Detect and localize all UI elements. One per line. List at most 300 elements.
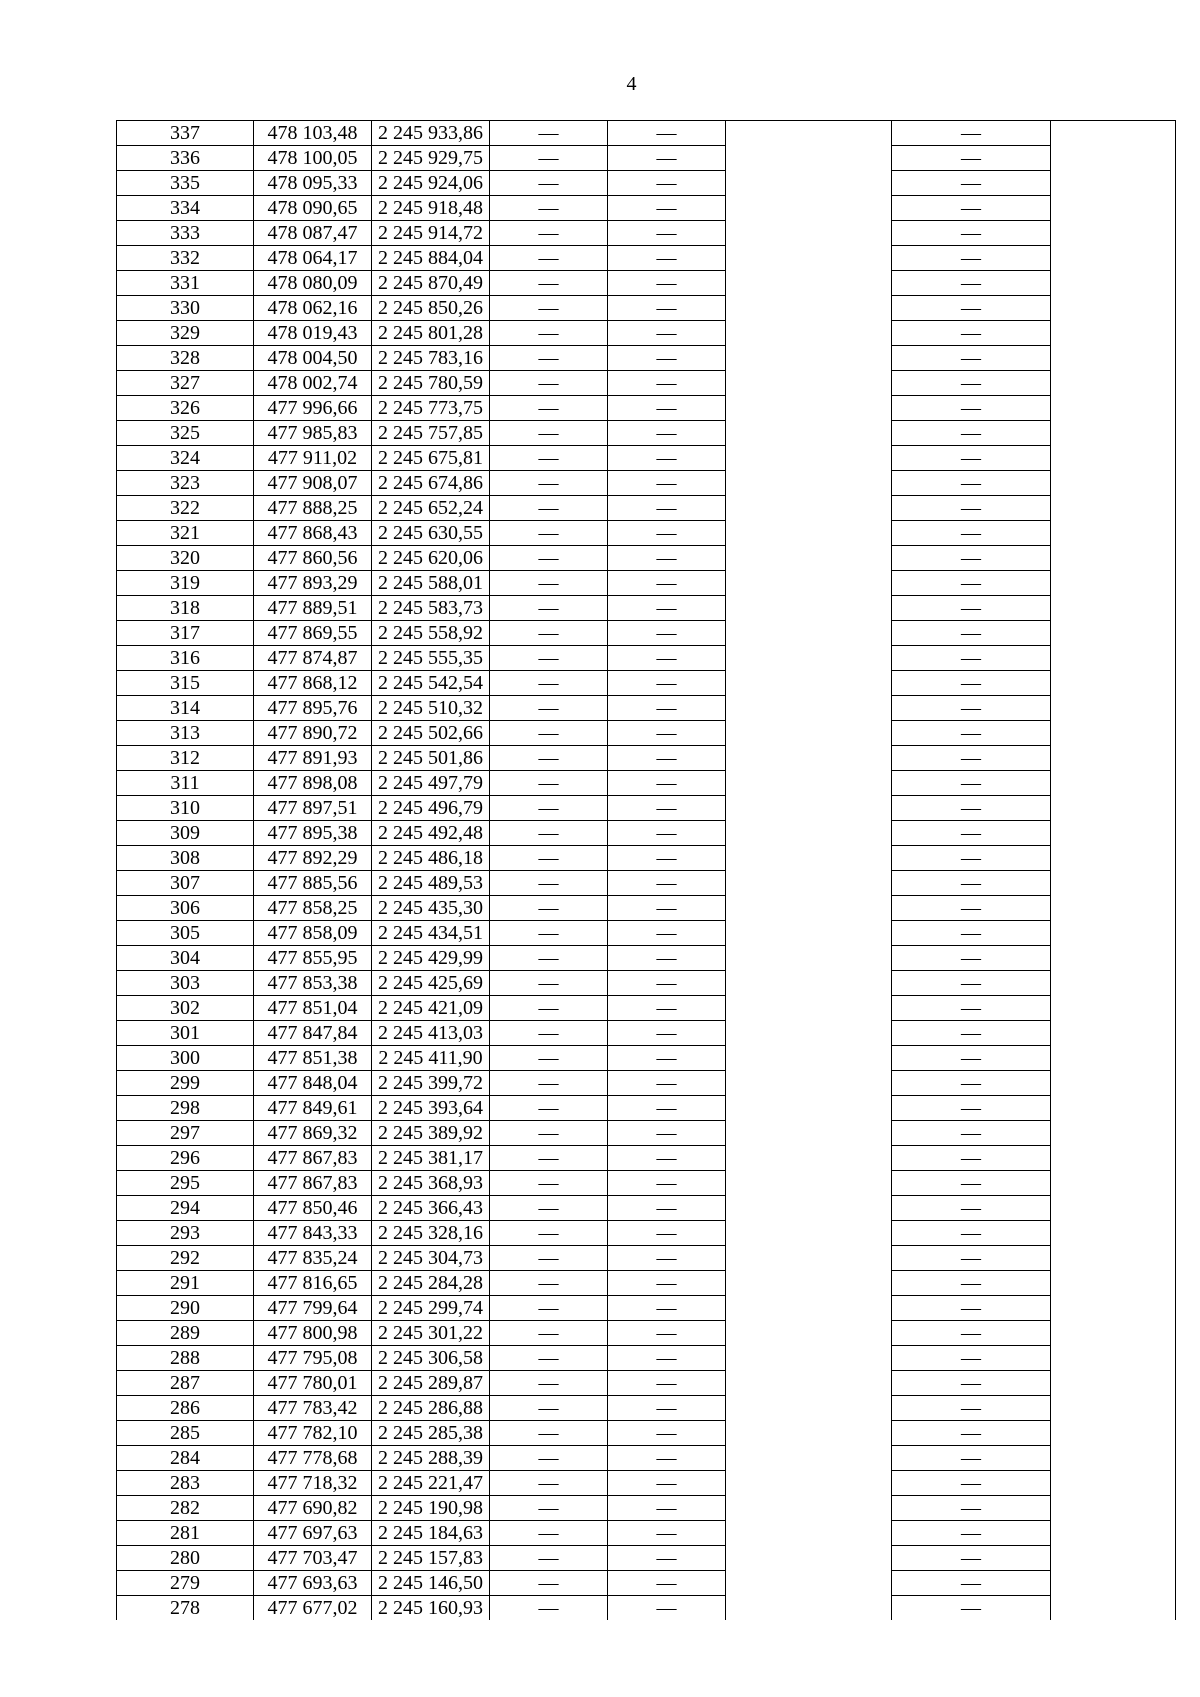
point-number-cell: 305 [117, 921, 254, 946]
dash-cell: — [490, 421, 608, 446]
dash-cell: — [490, 1496, 608, 1521]
empty-cell [1051, 196, 1176, 221]
x-coordinate-cell: 478 087,47 [254, 221, 372, 246]
empty-cell [1051, 896, 1176, 921]
y-coordinate-cell: 2 245 389,92 [372, 1121, 490, 1146]
dash-cell: — [892, 596, 1051, 621]
dash-cell: — [490, 821, 608, 846]
dash-cell: — [892, 696, 1051, 721]
empty-cell [1051, 921, 1176, 946]
empty-cell [726, 1171, 892, 1196]
empty-cell [726, 1146, 892, 1171]
dash-cell: — [608, 1371, 726, 1396]
dash-cell: — [490, 496, 608, 521]
dash-cell: — [892, 171, 1051, 196]
dash-cell: — [892, 871, 1051, 896]
point-number-cell: 303 [117, 971, 254, 996]
table-row [117, 1246, 1176, 1271]
table-row [117, 1521, 1176, 1546]
dash-cell: — [608, 321, 726, 346]
x-coordinate-cell: 477 851,38 [254, 1046, 372, 1071]
empty-cell [1051, 446, 1176, 471]
y-coordinate-cell: 2 245 783,16 [372, 346, 490, 371]
y-coordinate-cell: 2 245 368,93 [372, 1171, 490, 1196]
empty-cell [1051, 121, 1176, 146]
point-number-cell: 323 [117, 471, 254, 496]
y-coordinate-cell: 2 245 429,99 [372, 946, 490, 971]
table-row [117, 1096, 1176, 1121]
dash-cell: — [490, 921, 608, 946]
y-coordinate-cell: 2 245 413,03 [372, 1021, 490, 1046]
dash-cell: — [892, 971, 1051, 996]
empty-cell [726, 396, 892, 421]
y-coordinate-cell: 2 245 914,72 [372, 221, 490, 246]
dash-cell: — [892, 321, 1051, 346]
dash-cell: — [608, 1571, 726, 1596]
dash-cell: — [608, 621, 726, 646]
point-number-cell: 316 [117, 646, 254, 671]
dash-cell: — [892, 246, 1051, 271]
dash-cell: — [608, 446, 726, 471]
point-number-cell: 326 [117, 396, 254, 421]
dash-cell: — [608, 721, 726, 746]
empty-cell [1051, 346, 1176, 371]
empty-cell [726, 1196, 892, 1221]
y-coordinate-cell: 2 245 286,88 [372, 1396, 490, 1421]
table-row [117, 796, 1176, 821]
y-coordinate-cell: 2 245 510,32 [372, 696, 490, 721]
dash-cell: — [892, 271, 1051, 296]
y-coordinate-cell: 2 245 497,79 [372, 771, 490, 796]
empty-cell [726, 796, 892, 821]
point-number-cell: 319 [117, 571, 254, 596]
empty-cell [726, 1346, 892, 1371]
dash-cell: — [892, 1371, 1051, 1396]
x-coordinate-cell: 478 019,43 [254, 321, 372, 346]
x-coordinate-cell: 478 062,16 [254, 296, 372, 321]
y-coordinate-cell: 2 245 306,58 [372, 1346, 490, 1371]
point-number-cell: 286 [117, 1396, 254, 1421]
table-row [117, 571, 1176, 596]
dash-cell: — [608, 746, 726, 771]
dash-cell: — [892, 821, 1051, 846]
x-coordinate-cell: 477 690,82 [254, 1496, 372, 1521]
empty-cell [726, 1421, 892, 1446]
point-number-cell: 307 [117, 871, 254, 896]
dash-cell: — [608, 1396, 726, 1421]
y-coordinate-cell: 2 245 434,51 [372, 921, 490, 946]
y-coordinate-cell: 2 245 289,87 [372, 1371, 490, 1396]
dash-cell: — [892, 896, 1051, 921]
table-row [117, 1371, 1176, 1396]
dash-cell: — [608, 1446, 726, 1471]
dash-cell: — [490, 1471, 608, 1496]
x-coordinate-cell: 477 892,29 [254, 846, 372, 871]
table-row [117, 821, 1176, 846]
y-coordinate-cell: 2 245 583,73 [372, 596, 490, 621]
point-number-cell: 336 [117, 146, 254, 171]
point-number-cell: 282 [117, 1496, 254, 1521]
y-coordinate-cell: 2 245 301,22 [372, 1321, 490, 1346]
x-coordinate-cell: 477 782,10 [254, 1421, 372, 1446]
dash-cell: — [608, 271, 726, 296]
dash-cell: — [608, 546, 726, 571]
empty-cell [1051, 996, 1176, 1021]
y-coordinate-cell: 2 245 190,98 [372, 1496, 490, 1521]
empty-cell [1051, 1046, 1176, 1071]
empty-cell [1051, 1271, 1176, 1296]
empty-cell [1051, 721, 1176, 746]
x-coordinate-cell: 478 103,48 [254, 121, 372, 146]
page-number: 4 [626, 73, 637, 95]
dash-cell: — [892, 146, 1051, 171]
dash-cell: — [490, 646, 608, 671]
x-coordinate-cell: 477 847,84 [254, 1021, 372, 1046]
empty-cell [726, 1396, 892, 1421]
empty-cell [1051, 1546, 1176, 1571]
x-coordinate-cell: 478 004,50 [254, 346, 372, 371]
x-coordinate-cell: 477 780,01 [254, 1371, 372, 1396]
empty-cell [1051, 1571, 1176, 1596]
empty-cell [1051, 1296, 1176, 1321]
table-row [117, 646, 1176, 671]
dash-cell: — [892, 1471, 1051, 1496]
point-number-cell: 321 [117, 521, 254, 546]
dash-cell: — [892, 446, 1051, 471]
y-coordinate-cell: 2 245 675,81 [372, 446, 490, 471]
dash-cell: — [608, 971, 726, 996]
dash-cell: — [892, 1046, 1051, 1071]
dash-cell: — [892, 546, 1051, 571]
dash-cell: — [490, 246, 608, 271]
table-row [117, 896, 1176, 921]
empty-cell [726, 996, 892, 1021]
empty-cell [1051, 1221, 1176, 1246]
dash-cell: — [490, 1571, 608, 1596]
empty-cell [1051, 746, 1176, 771]
dash-cell: — [490, 846, 608, 871]
x-coordinate-cell: 477 898,08 [254, 771, 372, 796]
table-row [117, 621, 1176, 646]
point-number-cell: 331 [117, 271, 254, 296]
point-number-cell: 308 [117, 846, 254, 871]
x-coordinate-cell: 477 783,42 [254, 1396, 372, 1421]
point-number-cell: 315 [117, 671, 254, 696]
empty-cell [726, 1471, 892, 1496]
x-coordinate-cell: 478 090,65 [254, 196, 372, 221]
empty-cell [1051, 1421, 1176, 1446]
dash-cell: — [608, 896, 726, 921]
table-row [117, 271, 1176, 296]
dash-cell: — [608, 296, 726, 321]
point-number-cell: 325 [117, 421, 254, 446]
dash-cell: — [608, 1221, 726, 1246]
empty-cell [1051, 696, 1176, 721]
empty-cell [1051, 521, 1176, 546]
dash-cell: — [608, 1546, 726, 1571]
dash-cell: — [892, 471, 1051, 496]
point-number-cell: 309 [117, 821, 254, 846]
point-number-cell: 292 [117, 1246, 254, 1271]
dash-cell: — [608, 521, 726, 546]
dash-cell: — [490, 1221, 608, 1246]
y-coordinate-cell: 2 245 393,64 [372, 1096, 490, 1121]
x-coordinate-cell: 477 985,83 [254, 421, 372, 446]
dash-cell: — [490, 1346, 608, 1371]
dash-cell: — [608, 1171, 726, 1196]
table-row [117, 1496, 1176, 1521]
dash-cell: — [490, 896, 608, 921]
empty-cell [726, 1221, 892, 1246]
empty-cell [1051, 1246, 1176, 1271]
empty-cell [726, 446, 892, 471]
empty-cell [1051, 1496, 1176, 1521]
dash-cell: — [490, 346, 608, 371]
empty-cell [1051, 596, 1176, 621]
dash-cell: — [608, 1521, 726, 1546]
dash-cell: — [490, 321, 608, 346]
empty-cell [726, 1296, 892, 1321]
y-coordinate-cell: 2 245 381,17 [372, 1146, 490, 1171]
x-coordinate-cell: 477 895,38 [254, 821, 372, 846]
dash-cell: — [490, 1071, 608, 1096]
empty-cell [1051, 1446, 1176, 1471]
dash-cell: — [892, 371, 1051, 396]
empty-cell [726, 1021, 892, 1046]
x-coordinate-cell: 477 703,47 [254, 1546, 372, 1571]
empty-cell [726, 1596, 892, 1621]
y-coordinate-cell: 2 245 501,86 [372, 746, 490, 771]
empty-cell [1051, 971, 1176, 996]
point-number-cell: 310 [117, 796, 254, 821]
x-coordinate-cell: 477 867,83 [254, 1146, 372, 1171]
x-coordinate-cell: 478 100,05 [254, 146, 372, 171]
x-coordinate-cell: 477 860,56 [254, 546, 372, 571]
dash-cell: — [892, 1021, 1051, 1046]
y-coordinate-cell: 2 245 366,43 [372, 1196, 490, 1221]
empty-cell [1051, 1096, 1176, 1121]
y-coordinate-cell: 2 245 411,90 [372, 1046, 490, 1071]
table-row [117, 396, 1176, 421]
empty-cell [726, 621, 892, 646]
empty-cell [1051, 471, 1176, 496]
empty-cell [726, 1571, 892, 1596]
point-number-cell: 329 [117, 321, 254, 346]
empty-cell [1051, 421, 1176, 446]
dash-cell: — [608, 196, 726, 221]
dash-cell: — [608, 1246, 726, 1271]
x-coordinate-cell: 477 893,29 [254, 571, 372, 596]
dash-cell: — [490, 1246, 608, 1271]
y-coordinate-cell: 2 245 288,39 [372, 1446, 490, 1471]
y-coordinate-cell: 2 245 674,86 [372, 471, 490, 496]
empty-cell [1051, 771, 1176, 796]
x-coordinate-cell: 477 843,33 [254, 1221, 372, 1246]
dash-cell: — [608, 421, 726, 446]
y-coordinate-cell: 2 245 285,38 [372, 1421, 490, 1446]
dash-cell: — [608, 396, 726, 421]
table-row [117, 971, 1176, 996]
x-coordinate-cell: 477 867,83 [254, 1171, 372, 1196]
x-coordinate-cell: 477 677,02 [254, 1596, 372, 1621]
x-coordinate-cell: 477 868,12 [254, 671, 372, 696]
table-row [117, 1346, 1176, 1371]
table-row [117, 446, 1176, 471]
dash-cell: — [490, 1371, 608, 1396]
dash-cell: — [608, 1321, 726, 1346]
dash-cell: — [490, 121, 608, 146]
empty-cell [1051, 621, 1176, 646]
dash-cell: — [490, 1521, 608, 1546]
table-row [117, 1046, 1176, 1071]
point-number-cell: 287 [117, 1371, 254, 1396]
point-number-cell: 306 [117, 896, 254, 921]
point-number-cell: 278 [117, 1596, 254, 1621]
point-number-cell: 327 [117, 371, 254, 396]
table-row [117, 746, 1176, 771]
dash-cell: — [892, 221, 1051, 246]
empty-cell [726, 1371, 892, 1396]
y-coordinate-cell: 2 245 299,74 [372, 1296, 490, 1321]
point-number-cell: 320 [117, 546, 254, 571]
table-row [117, 221, 1176, 246]
point-number-cell: 302 [117, 996, 254, 1021]
dash-cell: — [490, 371, 608, 396]
dash-cell: — [608, 1471, 726, 1496]
y-coordinate-cell: 2 245 328,16 [372, 1221, 490, 1246]
y-coordinate-cell: 2 245 492,48 [372, 821, 490, 846]
dash-cell: — [608, 1096, 726, 1121]
y-coordinate-cell: 2 245 489,53 [372, 871, 490, 896]
point-number-cell: 314 [117, 696, 254, 721]
point-number-cell: 311 [117, 771, 254, 796]
dash-cell: — [892, 496, 1051, 521]
dash-cell: — [892, 1071, 1051, 1096]
dash-cell: — [608, 146, 726, 171]
y-coordinate-cell: 2 245 870,49 [372, 271, 490, 296]
dash-cell: — [490, 1121, 608, 1146]
dash-cell: — [490, 521, 608, 546]
empty-cell [1051, 1321, 1176, 1346]
table-row [117, 371, 1176, 396]
x-coordinate-cell: 477 835,24 [254, 1246, 372, 1271]
empty-cell [726, 1446, 892, 1471]
x-coordinate-cell: 477 888,25 [254, 496, 372, 521]
dash-cell: — [490, 1021, 608, 1046]
coordinates-table [116, 120, 1176, 1620]
point-number-cell: 334 [117, 196, 254, 221]
y-coordinate-cell: 2 245 502,66 [372, 721, 490, 746]
y-coordinate-cell: 2 245 801,28 [372, 321, 490, 346]
dash-cell: — [892, 1146, 1051, 1171]
dash-cell: — [490, 746, 608, 771]
dash-cell: — [608, 1596, 726, 1621]
point-number-cell: 280 [117, 1546, 254, 1571]
table-body [117, 121, 1176, 1621]
x-coordinate-cell: 477 800,98 [254, 1321, 372, 1346]
x-coordinate-cell: 477 891,93 [254, 746, 372, 771]
point-number-cell: 337 [117, 121, 254, 146]
x-coordinate-cell: 477 850,46 [254, 1196, 372, 1221]
dash-cell: — [490, 196, 608, 221]
x-coordinate-cell: 477 868,43 [254, 521, 372, 546]
dash-cell: — [608, 1021, 726, 1046]
empty-cell [1051, 1196, 1176, 1221]
table-row [117, 471, 1176, 496]
dash-cell: — [892, 521, 1051, 546]
x-coordinate-cell: 478 064,17 [254, 246, 372, 271]
dash-cell: — [608, 1146, 726, 1171]
empty-cell [726, 1246, 892, 1271]
empty-cell [1051, 1396, 1176, 1421]
empty-cell [726, 571, 892, 596]
x-coordinate-cell: 478 095,33 [254, 171, 372, 196]
dash-cell: — [608, 596, 726, 621]
x-coordinate-cell: 477 858,09 [254, 921, 372, 946]
table-row [117, 921, 1176, 946]
dash-cell: — [490, 1396, 608, 1421]
dash-cell: — [892, 721, 1051, 746]
table-row [117, 1321, 1176, 1346]
dash-cell: — [608, 796, 726, 821]
x-coordinate-cell: 477 849,61 [254, 1096, 372, 1121]
table-row [117, 946, 1176, 971]
dash-cell: — [892, 1396, 1051, 1421]
dash-cell: — [892, 1096, 1051, 1121]
y-coordinate-cell: 2 245 558,92 [372, 621, 490, 646]
point-number-cell: 300 [117, 1046, 254, 1071]
point-number-cell: 324 [117, 446, 254, 471]
x-coordinate-cell: 477 874,87 [254, 646, 372, 671]
dash-cell: — [892, 1196, 1051, 1221]
dash-cell: — [490, 1271, 608, 1296]
dash-cell: — [490, 271, 608, 296]
empty-cell [726, 946, 892, 971]
empty-cell [726, 296, 892, 321]
empty-cell [726, 196, 892, 221]
table-row [117, 1396, 1176, 1421]
table-row [117, 171, 1176, 196]
dash-cell: — [608, 696, 726, 721]
dash-cell: — [490, 1196, 608, 1221]
point-number-cell: 285 [117, 1421, 254, 1446]
dash-cell: — [608, 346, 726, 371]
dash-cell: — [490, 1321, 608, 1346]
x-coordinate-cell: 477 795,08 [254, 1346, 372, 1371]
dash-cell: — [608, 1046, 726, 1071]
y-coordinate-cell: 2 245 421,09 [372, 996, 490, 1021]
empty-cell [1051, 1471, 1176, 1496]
dash-cell: — [490, 1446, 608, 1471]
y-coordinate-cell: 2 245 555,35 [372, 646, 490, 671]
dash-cell: — [892, 1421, 1051, 1446]
x-coordinate-cell: 477 889,51 [254, 596, 372, 621]
dash-cell: — [490, 1146, 608, 1171]
dash-cell: — [608, 821, 726, 846]
y-coordinate-cell: 2 245 425,69 [372, 971, 490, 996]
empty-cell [726, 596, 892, 621]
table-row [117, 1146, 1176, 1171]
x-coordinate-cell: 477 869,55 [254, 621, 372, 646]
y-coordinate-cell: 2 245 496,79 [372, 796, 490, 821]
x-coordinate-cell: 477 693,63 [254, 1571, 372, 1596]
empty-cell [726, 521, 892, 546]
x-coordinate-cell: 477 799,64 [254, 1296, 372, 1321]
empty-cell [726, 696, 892, 721]
point-number-cell: 295 [117, 1171, 254, 1196]
empty-cell [1051, 271, 1176, 296]
dash-cell: — [608, 221, 726, 246]
